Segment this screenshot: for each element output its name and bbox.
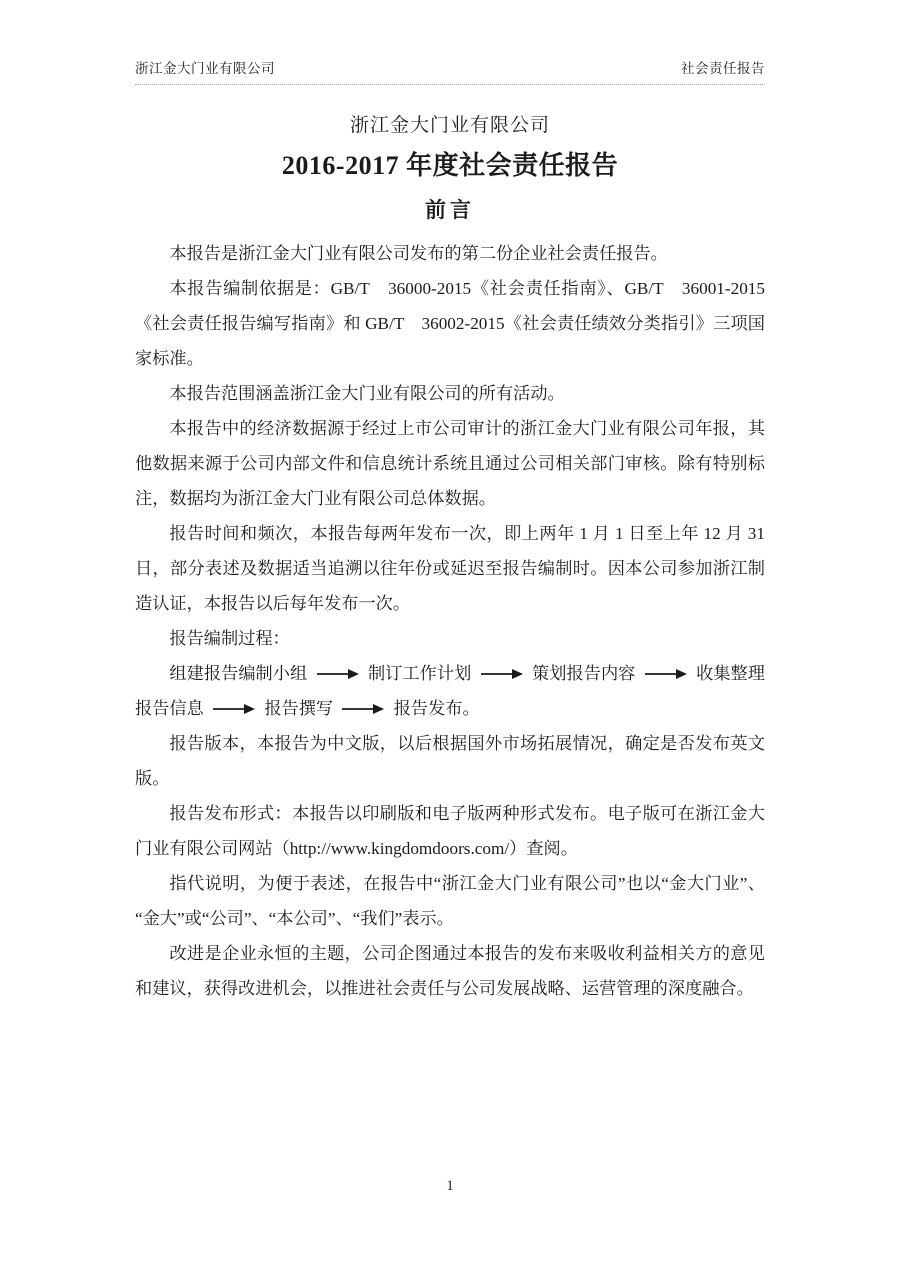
flow-arrow-icon [317, 668, 359, 680]
process-step: 报告撰写 [264, 699, 334, 718]
header-report-name: 社会责任报告 [681, 61, 765, 76]
process-step: 组建报告编制小组 [169, 664, 308, 683]
section-title-foreword: 前言 [425, 198, 475, 222]
paragraph-improvement: 改进是企业永恒的主题，公司企图通过本报告的发布来吸收利益相关方的意见和建议，获得改进机会，以推进社会责任与公司发展战略、运营管理的深度融合。 [135, 944, 765, 998]
report-title: 2016-2017 年度社会责任报告 [281, 151, 619, 180]
paragraph-scope: 本报告范围涵盖浙江金大门业有限公司的所有活动。 [169, 384, 565, 403]
page-number: 1 [446, 1178, 454, 1194]
paragraph-data-sources: 本报告中的经济数据源于经过上市公司审计的浙江金大门业有限公司年报，其他数据来源于公司内部文件和信息统计系统且通过公司相关部门审核。除有特别标注，数据均为浙江金大门业有限公司总体数据。 [135, 419, 765, 508]
paragraph-publication-form: 报告发布形式：本报告以印刷版和电子版两种形式发布。电子版可在浙江金大门业有限公司网站（http://www.kingdomdoors.com/）查阅。 [135, 804, 765, 858]
foreword-body [135, 236, 765, 1006]
paragraph-frequency: 报告时间和频次，本报告每两年发布一次，即上两年 1 月 1 日至上年 12 月 31 日，部分表述及数据适当追溯以往年份或延迟至报告编制时。因本公司参加浙江制造认证，本报告以后每年发布一次。 [135, 524, 765, 613]
flow-arrow-icon [342, 703, 384, 715]
paragraph-process-label: 报告编制过程： [169, 629, 290, 648]
flow-arrow-icon [213, 703, 255, 715]
flow-arrow-icon [645, 668, 687, 680]
process-step: 报告发布。 [393, 699, 480, 718]
flow-arrow-icon [481, 668, 523, 680]
paragraph-version: 报告版本，本报告为中文版，以后根据国外市场拓展情况，确定是否发布英文版。 [135, 734, 765, 788]
process-step: 制订工作计划 [367, 664, 472, 683]
company-title: 浙江金大门业有限公司 [349, 115, 550, 136]
paragraph-naming: 指代说明，为便于表述，在报告中“浙江金大门业有限公司”也以“金大门业”、“金大”或“公司”、“本公司”、“我们”表示。 [135, 874, 765, 928]
process-flow [135, 656, 765, 726]
page-footer [0, 1176, 900, 1196]
page-content [135, 114, 765, 1006]
process-step: 收集整理报告信息 [135, 664, 765, 718]
page-header [135, 60, 765, 85]
header-company-name: 浙江金大门业有限公司 [135, 61, 275, 76]
process-step: 策划报告内容 [532, 664, 636, 683]
paragraph-report-intro: 本报告是浙江金大门业有限公司发布的第二份企业社会责任报告。 [169, 244, 668, 263]
paragraph-standards: 本报告编制依据是：GB/T 36000-2015《社会责任指南》、GB/T 36001-2015《社会责任报告编写指南》和 GB/T 36002-2015《社会责任绩效分类指引》三项国家标准。 [135, 279, 765, 368]
